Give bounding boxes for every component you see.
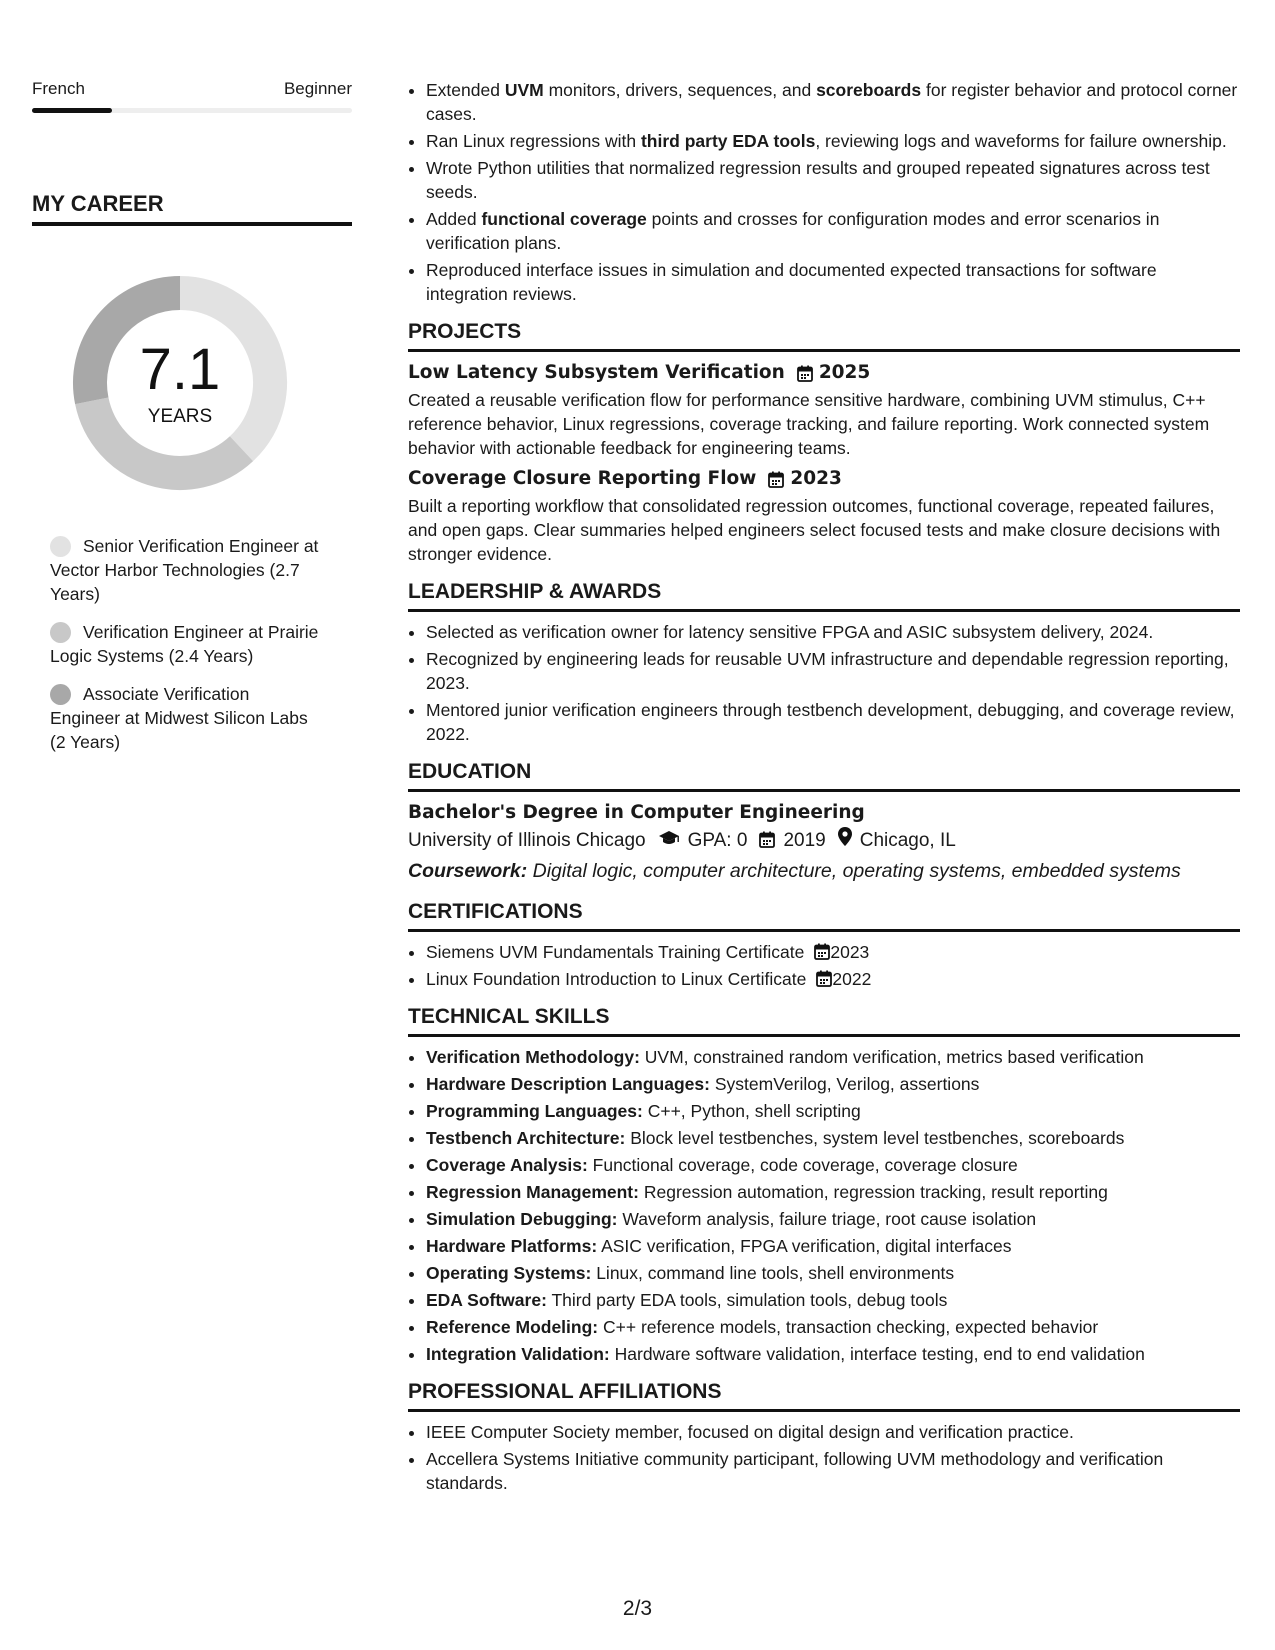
- project-description: Built a reporting workflow that consolidated regression outcomes, functional coverage, repeated failures, and open gaps. Clear summaries helped engineers select focused tests and make closure decisions with stronger evidence.: [408, 496, 1221, 564]
- bullet-text: monitors, drivers, sequences, and: [543, 80, 817, 100]
- project-title: Coverage Closure Reporting Flow: [408, 468, 757, 489]
- language-proficiency-bar: [32, 108, 352, 113]
- calendar-icon: [816, 969, 832, 989]
- coursework-label: Coursework:: [408, 860, 528, 882]
- certifications-heading: CERTIFICATIONS: [408, 900, 1240, 932]
- calendar-icon: [759, 826, 775, 856]
- career-legend-item: [50, 682, 320, 754]
- career-donut-chart: [67, 270, 293, 496]
- skill-label: Hardware Platforms:: [426, 1236, 598, 1256]
- experience-bullets: [408, 78, 1240, 306]
- skill-item: [426, 1153, 1240, 1177]
- skill-item: [426, 1099, 1240, 1123]
- graduation-cap-icon: [658, 826, 680, 856]
- skill-value: SystemVerilog, Verilog, assertions: [714, 1074, 980, 1094]
- bullet-keyword: third party EDA tools: [640, 131, 816, 151]
- legend-dot-icon: [50, 684, 71, 705]
- affiliation-item: • IEEE Computer Society member, focused on digital design and verification practice.: [426, 1420, 1240, 1444]
- career-years-label: YEARS: [147, 406, 213, 427]
- award-item: • Recognized by engineering leads for reusable UVM infrastructure and dependable regression reporting, 2023.: [426, 647, 1240, 695]
- bullet-text: for register behavior and protocol corner cases.: [426, 80, 1238, 124]
- skill-item: [426, 1207, 1240, 1231]
- bullet-keyword: UVM: [504, 80, 544, 100]
- award-item: • Mentored junior verification engineers through testbench development, debugging, and coverage review, 2022.: [426, 698, 1240, 746]
- skill-label: Operating Systems:: [426, 1263, 592, 1283]
- experience-bullet: [426, 207, 1240, 255]
- education-coursework: [408, 856, 1240, 886]
- skill-item: [426, 1315, 1240, 1339]
- project-title: Low Latency Subsystem Verification: [408, 362, 785, 383]
- certification-item: [426, 940, 1240, 964]
- career-legend-item: [50, 620, 320, 668]
- skill-label: Reference Modeling:: [426, 1317, 599, 1337]
- skills-list: [408, 1045, 1240, 1366]
- project-year: 2023: [790, 468, 842, 489]
- skill-label: Integration Validation:: [426, 1344, 610, 1364]
- experience-bullet: [426, 129, 1240, 153]
- bullet-keyword: scoreboards: [816, 80, 922, 100]
- career-heading: MY CAREER: [32, 191, 352, 226]
- skill-value: Regression automation, regression tracking, result reporting: [643, 1182, 1108, 1202]
- career-legend: [32, 534, 352, 754]
- skill-item: [426, 1045, 1240, 1069]
- career-legend-item: [50, 534, 320, 606]
- project-year: 2025: [818, 362, 871, 383]
- affiliations-list: [408, 1420, 1240, 1495]
- skill-label: Verification Methodology:: [426, 1047, 640, 1067]
- certification-year: 2023: [830, 942, 870, 962]
- right-column: [408, 78, 1240, 1498]
- skill-label: EDA Software:: [426, 1290, 547, 1310]
- location-pin-icon: [838, 826, 852, 856]
- skill-label: Coverage Analysis:: [426, 1155, 588, 1175]
- bullet-text: Added: [426, 209, 482, 229]
- calendar-icon: [756, 471, 790, 488]
- language-name: French: [32, 79, 85, 98]
- affiliations-heading: PROFESSIONAL AFFILIATIONS: [408, 1380, 1240, 1412]
- skill-item: [426, 1126, 1240, 1150]
- skill-label: Programming Languages:: [426, 1101, 643, 1121]
- skill-value: C++, Python, shell scripting: [647, 1101, 861, 1121]
- certifications-list: [408, 940, 1240, 991]
- bullet-text: points and crosses for configuration modes and error scenarios in verification plans.: [426, 209, 1160, 253]
- skill-item: [426, 1288, 1240, 1312]
- project-title-row: [408, 466, 1240, 492]
- education-school: University of Illinois Chicago: [408, 830, 646, 851]
- language-level: Beginner: [283, 79, 352, 98]
- certification-year: 2022: [832, 969, 872, 989]
- projects-heading: PROJECTS: [408, 320, 1240, 352]
- skill-value: Third party EDA tools, simulation tools, debug tools: [551, 1290, 948, 1310]
- certification-name: Siemens UVM Fundamentals Training Certificate: [426, 942, 805, 962]
- education-degree: Bachelor's Degree in Computer Engineering: [408, 802, 865, 823]
- skill-value: ASIC verification, FPGA verification, digital interfaces: [601, 1236, 1012, 1256]
- skill-value: Waveform analysis, failure triage, root cause isolation: [622, 1209, 1037, 1229]
- skill-item: [426, 1234, 1240, 1258]
- project-description: Created a reusable verification flow for performance sensitive hardware, combining UVM stimulus, C++ reference behavior, Linux regressions, coverage tracking, and failure reporting. Work connected system behavior with actionable feedback for engineering teams.: [408, 390, 1210, 458]
- skill-item: [426, 1342, 1240, 1366]
- skill-item: [426, 1072, 1240, 1096]
- skill-value: Block level testbenches, system level testbenches, scoreboards: [630, 1128, 1125, 1148]
- skill-item: [426, 1180, 1240, 1204]
- experience-bullet: [426, 156, 1240, 204]
- awards-heading: LEADERSHIP & AWARDS: [408, 580, 1240, 612]
- award-item: • Selected as verification owner for latency sensitive FPGA and ASIC subsystem delivery, 2024.: [426, 620, 1240, 644]
- bullet-text: Ran Linux regressions with: [426, 131, 641, 151]
- career-role-text: Senior Verification Engineer at Vector Harbor Technologies (2.7 Years): [50, 536, 319, 604]
- certification-name: Linux Foundation Introduction to Linux Certificate: [426, 969, 807, 989]
- left-column: [32, 78, 352, 768]
- coursework-text: Digital logic, computer architecture, operating systems, embedded systems: [532, 860, 1181, 882]
- calendar-icon: [814, 942, 830, 962]
- experience-bullet: [426, 258, 1240, 306]
- skills-heading: TECHNICAL SKILLS: [408, 1005, 1240, 1037]
- skill-label: Testbench Architecture:: [426, 1128, 626, 1148]
- page-number: 2/3: [622, 1597, 653, 1620]
- skill-label: Hardware Description Languages:: [426, 1074, 710, 1094]
- calendar-icon: [785, 365, 819, 382]
- projects-list: [408, 360, 1240, 566]
- bullet-text: , reviewing logs and waveforms for failure ownership.: [815, 131, 1227, 151]
- awards-list: [408, 620, 1240, 746]
- experience-bullet: [426, 78, 1240, 126]
- education-year: 2019: [783, 830, 826, 851]
- affiliation-item: • Accellera Systems Initiative community participant, following UVM methodology and verification standards.: [426, 1447, 1240, 1495]
- language-proficiency-fill: [32, 108, 112, 113]
- bullet-text: Wrote Python utilities that normalized regression results and grouped repeated signatures across test seeds.: [426, 158, 1210, 202]
- certification-item: [426, 967, 1240, 991]
- skill-label: Simulation Debugging:: [426, 1209, 618, 1229]
- bullet-keyword: functional coverage: [481, 209, 647, 229]
- skill-label: Regression Management:: [426, 1182, 639, 1202]
- education-location: Chicago, IL: [859, 830, 956, 851]
- skill-value: Hardware software validation, interface testing, end to end validation: [614, 1344, 1145, 1364]
- project-title-row: [408, 360, 1240, 386]
- education-gpa: GPA: 0: [687, 830, 748, 851]
- skill-value: UVM, constrained random verification, metrics based verification: [644, 1047, 1144, 1067]
- skill-value: C++ reference models, transaction checking, expected behavior: [603, 1317, 1099, 1337]
- bullet-text: Reproduced interface issues in simulation and documented expected transactions for software integration reviews.: [426, 260, 1157, 304]
- education-details: [408, 826, 1240, 856]
- skill-value: Functional coverage, code coverage, coverage closure: [592, 1155, 1018, 1175]
- legend-dot-icon: [50, 622, 71, 643]
- education-heading: EDUCATION: [408, 760, 1240, 792]
- career-role-text: Associate Verification Engineer at Midwest Silicon Labs (2 Years): [50, 684, 308, 752]
- skill-value: Linux, command line tools, shell environments: [596, 1263, 955, 1283]
- career-role-text: Verification Engineer at Prairie Logic Systems (2.4 Years): [50, 622, 319, 666]
- legend-dot-icon: [50, 536, 71, 557]
- bullet-text: Extended: [426, 80, 505, 100]
- career-total-years: 7.1: [139, 337, 221, 402]
- language-row: [32, 78, 352, 100]
- skill-item: [426, 1261, 1240, 1285]
